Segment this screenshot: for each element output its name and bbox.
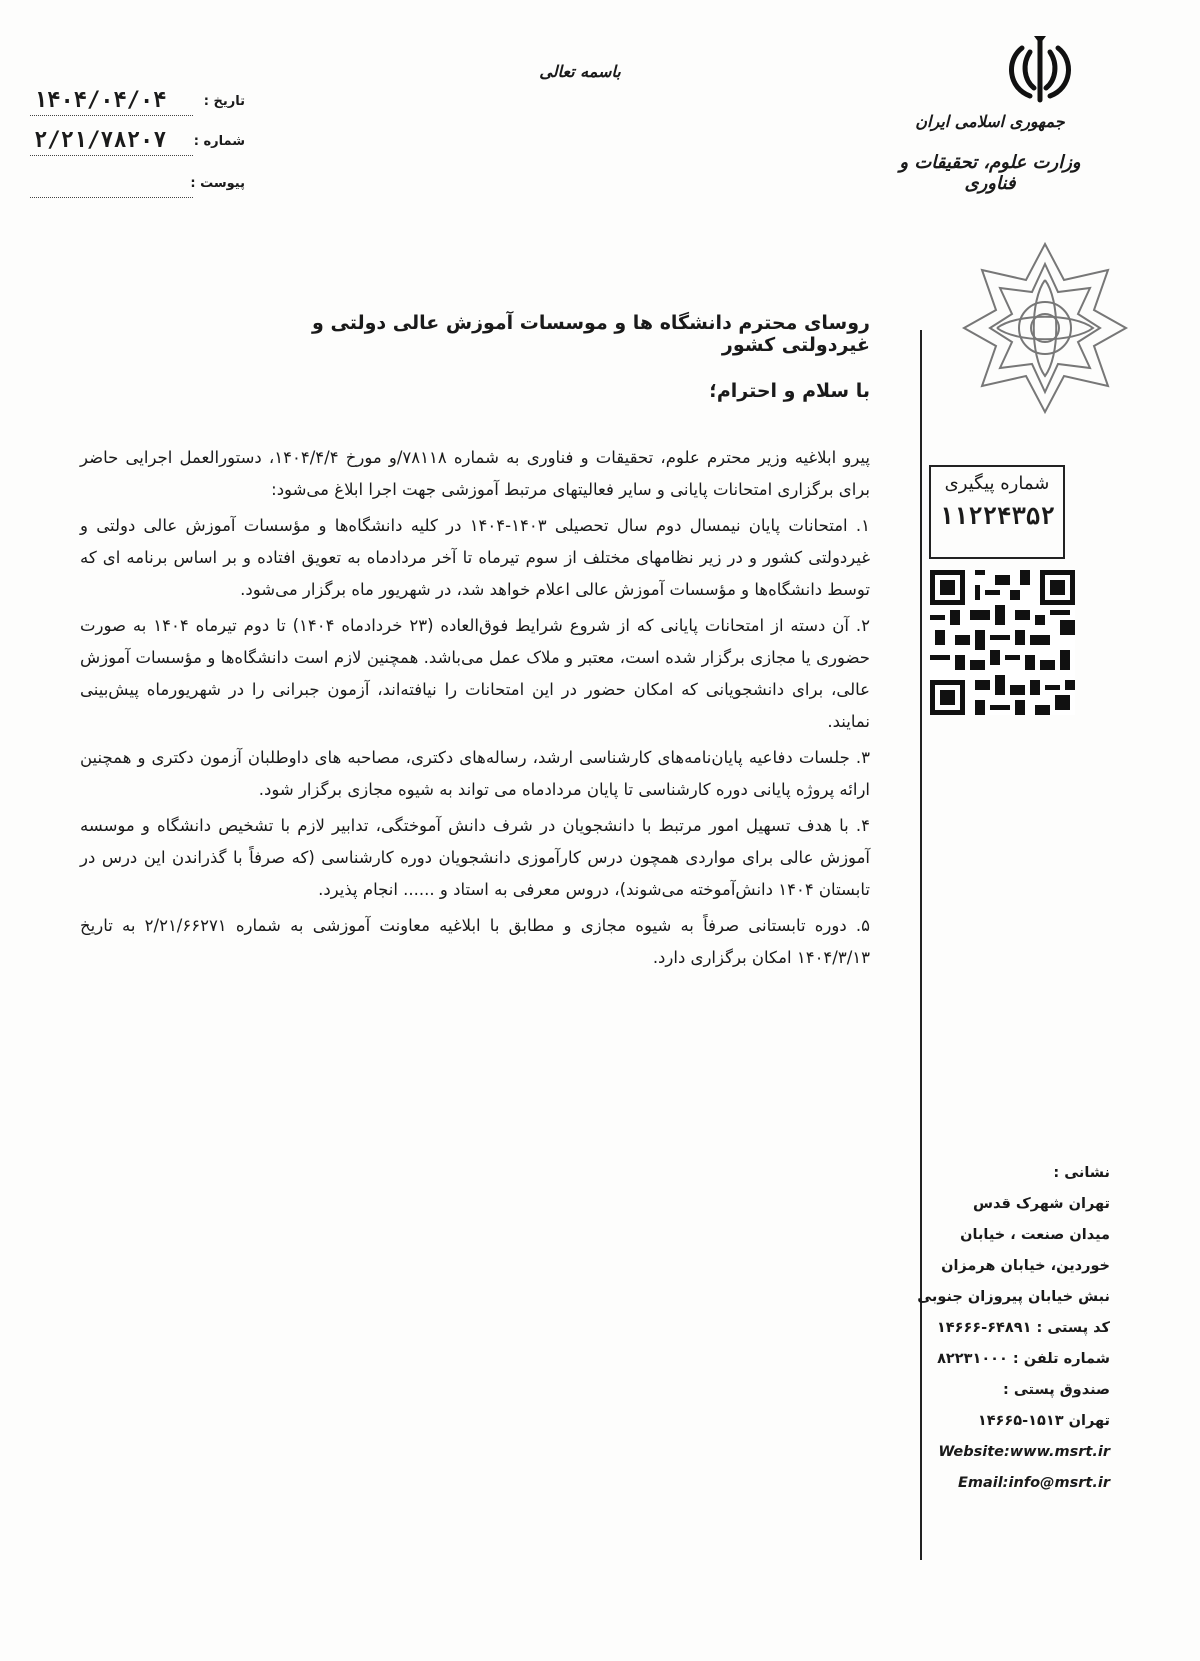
qr-code-icon[interactable] <box>930 570 1075 715</box>
item-4: ۴. با هدف تسهیل امور مرتبط با دانشجویان در شرف دانش آموختگی، تدابیر لازم با تشخیص دانشگاه و موسسه آموزش عالی برای مواردی همچون درس کارآموزی دانشجویان دوره کارشناسی (که صرفاً با گذراندن این درس در تابستان ۱۴۰۴ دانش‌آموخته می‌شوند)، دروس معرفی به استاد و ...... انجام پذیرد. <box>80 816 870 899</box>
item-5: ۵. دوره تابستانی صرفاً به شیوه مجازی و مطابق با ابلاغیه معاونت آموزشی به شماره ۲/۲۱/۶۶۲۷۱ به تاریخ ۱۴۰۴/۳/۱۳ امکان برگزاری دارد. <box>80 916 871 967</box>
number-line <box>30 155 193 156</box>
attachment-line <box>30 197 193 198</box>
address-block <box>910 1158 1110 1499</box>
number-value: ۲/۲۱/۷۸۲۰۷ <box>34 128 167 153</box>
recipient: روسای محترم دانشگاه ها و موسسات آموزش عالی دولتی و غیردولتی کشور <box>312 312 870 356</box>
iran-emblem-icon <box>1000 30 1080 110</box>
date-label: تاریخ : <box>203 94 245 109</box>
date-value: ۱۴۰۴/۰۴/۰۴ <box>34 88 167 113</box>
tracking-number: ۱۱۲۲۴۳۵۲ <box>939 502 1055 530</box>
tracking-label: شماره پیگیری <box>944 473 1050 494</box>
postal-code: کد پستی : ۶۴۸۹۱-۱۴۶۶۶ <box>936 1320 1110 1336</box>
address-line-5: نبش خیابان پیروزان جنوبی <box>917 1289 1110 1305</box>
phone-number: شماره تلفن : ۸۲۲۳۱۰۰۰ <box>937 1351 1110 1367</box>
tracking-box <box>929 465 1065 559</box>
po-box-value: تهران ۱۵۱۳-۱۴۶۶۵ <box>977 1413 1110 1429</box>
greeting: با سلام و احترام؛ <box>709 380 870 402</box>
intro-paragraph: پیرو ابلاغیه وزیر محترم علوم، تحقیقات و فناوری به شماره ۷۸۱۱۸/و مورخ ۱۴۰۴/۴/۴، دستورالعمل اجرایی حاضر برای برگزاری امتحانات پایانی و سایر فعالیتهای مرتبط آموزشی جهت اجرا ابلاغ می‌شود: <box>80 448 870 499</box>
ministry-name: وزارت علوم، تحقیقات و فناوری <box>899 152 1081 194</box>
address-line-3: میدان صنعت ، خیابان <box>960 1227 1110 1243</box>
website-link[interactable]: Website:www.msrt.ir <box>938 1444 1110 1460</box>
item-1: ۱. امتحانات پایان نیمسال دوم سال تحصیلی ۱۴۰۳-۱۴۰۴ در کلیه دانشگاه‌ها و مؤسسات آموزش عالی دولتی و غیردولتی کشور و در زیر نظامهای مختلف از سوم تیرماه تا آخر مردادماه به تعویق افتاده و بر اساس برنامه ای که توسط دانشگاه‌ها و مؤسسات آموزش عالی اعلام خواهد شد، در شهریور ماه برگزار می‌شود. <box>80 516 871 599</box>
number-row <box>30 128 245 158</box>
email-link[interactable]: Email:info@msrt.ir <box>957 1475 1110 1491</box>
country-name: جمهوری اسلامی ایران <box>915 112 1065 131</box>
date-row <box>30 88 245 118</box>
address-line-1: نشانی : <box>1053 1165 1110 1181</box>
letter-body <box>80 442 870 978</box>
address-line-2: تهران شهرک قدس <box>972 1196 1110 1212</box>
ornament-icon <box>960 240 1130 415</box>
number-label: شماره : <box>193 134 245 149</box>
attachment-row <box>30 170 245 200</box>
po-box-label: صندوق پستی : <box>1003 1382 1110 1398</box>
basmala: باسمه تعالی <box>539 62 621 81</box>
attachment-label: پیوست : <box>190 176 245 191</box>
address-line-4: خوردین، خیابان هرمزان <box>941 1258 1110 1274</box>
item-3: ۳. جلسات دفاعیه پایان‌نامه‌های کارشناسی ارشد، رساله‌های دکتری، مصاحبه های داوطلبان آزمون دکتری و همچنین ارائه پروژه پایانی دوره کارشناسی تا پایان مردادماه می تواند به شیوه مجازی برگزار شود. <box>80 748 870 799</box>
item-2: ۲. آن دسته از امتحانات پایانی که از شروع شرایط فوق‌العاده (۲۳ خردادماه ۱۴۰۴) تا دوم تیرماه ۱۴۰۴ به صورت حضوری یا مجازی برگزار شده است، معتبر و ملاک عمل می‌باشد. همچنین لازم است دانشگاه‌ها و مؤسسات آموزش عالی، برای دانشجویانی که امکان حضور در این امتحانات را نیافته‌اند، آزمون جبرانی را در شهریورماه پیش‌بینی نمایند. <box>80 616 870 731</box>
date-line <box>30 115 193 116</box>
